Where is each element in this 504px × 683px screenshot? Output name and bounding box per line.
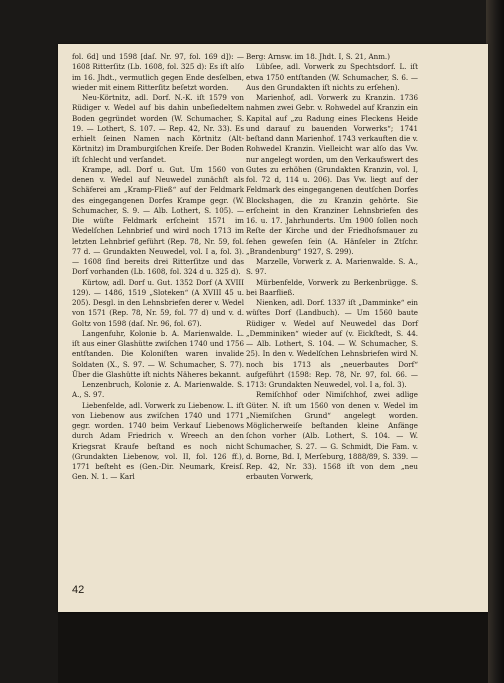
entry-paragraph: Lübſee, adl. Vorwerk zu Spechtsdorf. L. iſt etwa 1750 entſtanden (W. Schumacher, S. 6. — Aus den Grundakten iſt nichts zu erſehen). (246, 62, 418, 92)
right-text-column (246, 52, 418, 483)
left-text-column (72, 52, 244, 483)
entry-paragraph: Marienhof, adl. Vorwerk zu Kranzin. 1736 nahmen zwei Gebr. v. Rohwedel auf Kranzin ein Kapital auf „zu Radung eines Fleckens Heide und darauf zu bauenden Vorwerks“; 1741 beſtand dann Marienhof. 1743 verkauften die v. Rohwedel Kranzin. Vielleicht war alſo das Vw. nur angelegt worden, um den Verkaufswert des Gutes zu erhöhen (Grundakten Kranzin, vol. I, fol. 72 d, 114 u. 206). Das Vw. liegt auf der Feldmark des eingegangenen deutſchen Dorfes Blockshagen, die zu Kranzin gehörte. Sie erſcheint in den Kranziner Lehnsbriefen des 16. u. 17. Jahrhunderts. Um 1900 ſollen noch Reſte der Kirche und der Friedhofsmauer zu ſehen geweſen ſein (A. Hänſeler in Ztſchr. „Brandenburg“ 1927, S. 299). (246, 93, 418, 256)
entry-paragraph: Langenfuhr, Kolonie b. A. Marienwalde. L. iſt aus einer Glashütte zwiſchen 1740 und 1756 entſtanden. Die Koloniſten waren invalide Soldaten (X., S. 97. — W. Schumacher, S. 77). Über die Glashütte iſt nichts Näheres bekannt. (72, 328, 244, 379)
entry-paragraph: Mürbenfelde, Vorwerk zu Berkenbrügge. S. bei Baarfließ. (246, 277, 418, 297)
entry-paragraph: Lenzenbruch, Kolonie z. A. Marienwalde. S. A., S. 97. (72, 380, 244, 400)
entry-paragraph: Krampe, adl. Dorf u. Gut. Um 1560 von denen v. Wedel auf Neuwedel zunächſt als Schäferei am „Kramp-Fließ“ auf der Feldmark des eingegangenen Dorfes Krampe gegr. (W. Schumacher, S. 9. — Alb. Lothert, S. 105). — Die wüſte Feldmark erſcheint 1571 im Wedelſchen Lehnbrief und wird noch 1713 im letzten Lehnbrief geführt (Rep. 78, Nr. 59, fol. 77 d. — Grundakten Neuwedel, vol. I a, fol. 3). — 1608 ſind bereits drei Ritterſitze und das Dorf vorhanden (Lb. 1608, fol. 324 d u. 325 d). (72, 164, 244, 277)
entry-paragraph: Remiſchhof oder Nimiſchhof, zwei adlige Güter. N. iſt um 1560 von denen v. Wedel im „Niemiſchen Grund“ angelegt worden. Möglicherweiſe beſtanden kleine Anfänge ſchon vorher (Alb. Lothert, S. 104. — W. Schumacher, S. 27. — G. Schmidt, Die Fam. v. d. Borne, Bd. I, Merſeburg, 1888/89, S. 339. — Rep. 42, Nr. 33). 1568 iſt von dem „neu erbauten Vorwerk, (246, 390, 418, 482)
entry-paragraph: Liebenfelde, adl. Vorwerk zu Liebenow. L. iſt von Liebenow aus zwiſchen 1740 und 1771 gegr. worden. 1740 beim Verkauf Liebenows durch Adam Friedrich v. Wreech an den Kriegsrat Kraufe beſtand es noch nicht (Grundakten Liebenow, vol. II, fol. 126 ff.), 1771 beſteht es (Gen.-Dir. Neumark, Kreisſ. Gen. N. 1. — Karl (72, 400, 244, 482)
entry-paragraph: fol. 6d] und 1598 [daſ. Nr. 97, fol. 169 d]): — 1608 Ritterſitz (Lb. 1608, fol. 325 d): Es iſt alſo im 16. Jhdt., vermutlich gegen Ende desſelben, wieder mit einem Ritterſitz beſetzt worden. (72, 52, 244, 92)
entry-paragraph: Kürtow, adl. Dorf u. Gut. 1352 Dorf (A XVIII 129). — 1486, 1519 „Sloteken“ (A XVIII 45 u. 205). Desgl. in den Lehnsbriefen derer v. Wedel von 1571 (Rep. 78, Nr. 59, fol. 77 d) und v. d. Goltz von 1598 (daſ. Nr. 96, fol. 67). (72, 277, 244, 328)
book-spine-edge (486, 0, 504, 683)
entry-paragraph: Nienken, adl. Dorf. 1337 iſt „Damminke“ ein wüſtes Dorf (Landbuch). — Um 1560 baute Rüdiger v. Wedel auf Neuwedel das Dorf „Demminiken“ wieder auf (v. Eickſtedt, S. 44. — Alb. Lothert, S. 104. — W. Schumacher, S. 25). In den v. Wedelſchen Lehnsbriefen wird N. noch bis 1713 als „neuerbautes Dorf“ aufgeführt (1598: Rep. 78, Nr. 97, fol. 66. — 1713: Grundakten Neuwedel, vol. I a, fol. 3). (246, 298, 418, 389)
page-number: 42 (72, 584, 85, 596)
entry-paragraph: Marzelle, Vorwerk z. A. Marienwalde. S. A., S. 97. (246, 257, 418, 277)
scan-background (58, 612, 488, 683)
entry-paragraph: Neu-Körtnitz, adl. Dorf. N.-K. iſt 1579 von Rüdiger v. Wedel auf bis dahin unbeſiedeltem Boden gegründet worden (W. Schumacher, S. 19. — Lothert, S. 107. — Rep. 42, Nr. 33). Es erhielt ſeinen Namen nach Körtnitz (Alt-Körtnitz) im Dramburgiſchen Kreiſe. Der Boden iſt ſchlecht und verſandet. (72, 93, 244, 164)
entry-paragraph: Berg: Arnsw. im 18. Jhdt. I, S. 21, Anm.) (246, 52, 390, 61)
